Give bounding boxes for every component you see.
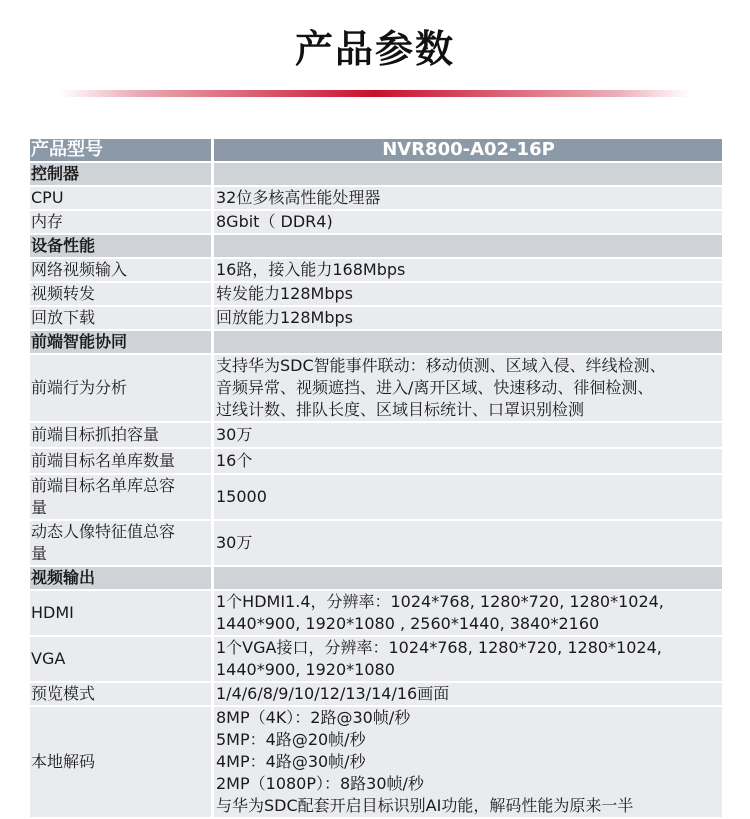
table-row xyxy=(30,591,722,637)
row-value xyxy=(214,637,722,683)
value-line: 与华为SDC配套开启目标识别AI功能，解码性能为原来一半 xyxy=(216,796,634,815)
spec-table xyxy=(30,139,722,819)
table-row xyxy=(30,707,722,819)
row-value: 1/4/6/8/9/10/12/13/14/16画面 xyxy=(214,683,722,707)
row-label: 视频转发 xyxy=(30,283,214,307)
row-value xyxy=(214,355,722,423)
section-row xyxy=(30,567,722,591)
header-label: 产品型号 xyxy=(30,139,214,163)
row-value: 8Gbit（ DDR4) xyxy=(214,211,722,235)
value-line: 过线计数、排队长度、区域目标统计、口罩识别检测 xyxy=(216,400,585,419)
row-label: CPU xyxy=(30,187,214,211)
row-value: 16个 xyxy=(214,449,722,475)
table-header-row xyxy=(30,139,722,163)
table-row xyxy=(30,307,722,331)
section-row xyxy=(30,235,722,259)
table-row xyxy=(30,449,722,475)
row-label: HDMI xyxy=(30,591,214,637)
row-label: 网络视频输入 xyxy=(30,259,214,283)
header-model: NVR800-A02-16P xyxy=(214,139,722,163)
page-title: 产品参数 xyxy=(294,27,455,71)
row-label: 前端目标抓拍容量 xyxy=(30,423,214,449)
row-label xyxy=(30,475,214,521)
value-line: 1个VGA接口，分辨率：1024*768, 1280*720, 1280*1024, xyxy=(216,638,662,657)
value-line: 音频异常、视频遮挡、进入/离开区域、快速移动、徘徊检测、 xyxy=(216,378,654,397)
title-underline xyxy=(60,90,690,97)
row-value xyxy=(214,707,722,819)
value-line: 4MP：4路@30帧/秒 xyxy=(216,752,366,771)
table-row xyxy=(30,475,722,521)
value-line: 5MP：4路@20帧/秒 xyxy=(216,730,366,749)
row-value: 15000 xyxy=(214,475,722,521)
value-line: 8MP（4K）：2路@30帧/秒 xyxy=(216,708,411,727)
row-label: 本地解码 xyxy=(30,707,214,819)
row-label: 预览模式 xyxy=(30,683,214,707)
table-row xyxy=(30,283,722,307)
section-filler xyxy=(214,235,722,259)
row-label: VGA xyxy=(30,637,214,683)
section-row xyxy=(30,331,722,355)
table-row xyxy=(30,521,722,567)
row-label: 前端行为分析 xyxy=(30,355,214,423)
section-filler xyxy=(214,331,722,355)
value-line: 2MP（1080P）：8路30帧/秒 xyxy=(216,774,424,793)
label-line: 量 xyxy=(31,544,48,563)
table-row xyxy=(30,637,722,683)
value-line: 1440*900, 1920*1080 , 2560*1440, 3840*2160 xyxy=(216,614,600,633)
value-line: 1个HDMI1.4，分辨率：1024*768, 1280*720, 1280*1024, xyxy=(216,592,664,611)
row-value: 16路，接入能力168Mbps xyxy=(214,259,722,283)
section-title: 前端智能协同 xyxy=(30,331,214,355)
section-title: 视频输出 xyxy=(30,567,214,591)
row-value: 转发能力128Mbps xyxy=(214,283,722,307)
label-line: 量 xyxy=(31,498,48,517)
table-row xyxy=(30,211,722,235)
row-value: 30万 xyxy=(214,521,722,567)
row-value xyxy=(214,591,722,637)
label-line: 前端目标名单库总容 xyxy=(31,476,176,495)
row-value: 32位多核高性能处理器 xyxy=(214,187,722,211)
label-line: 动态人像特征值总容 xyxy=(31,522,176,541)
row-label: 回放下载 xyxy=(30,307,214,331)
section-filler xyxy=(214,567,722,591)
table-row xyxy=(30,187,722,211)
table-row xyxy=(30,423,722,449)
section-row xyxy=(30,163,722,187)
table-row xyxy=(30,355,722,423)
value-line: 1440*900, 1920*1080 xyxy=(216,660,395,679)
section-title: 控制器 xyxy=(30,163,214,187)
value-line: 支持华为SDC智能事件联动：移动侦测、区域入侵、绊线检测、 xyxy=(216,356,666,375)
row-value: 30万 xyxy=(214,423,722,449)
section-title: 设备性能 xyxy=(30,235,214,259)
row-label xyxy=(30,521,214,567)
row-label: 前端目标名单库数量 xyxy=(30,449,214,475)
row-label: 内存 xyxy=(30,211,214,235)
row-value: 回放能力128Mbps xyxy=(214,307,722,331)
section-filler xyxy=(214,163,722,187)
table-row xyxy=(30,683,722,707)
table-row xyxy=(30,259,722,283)
